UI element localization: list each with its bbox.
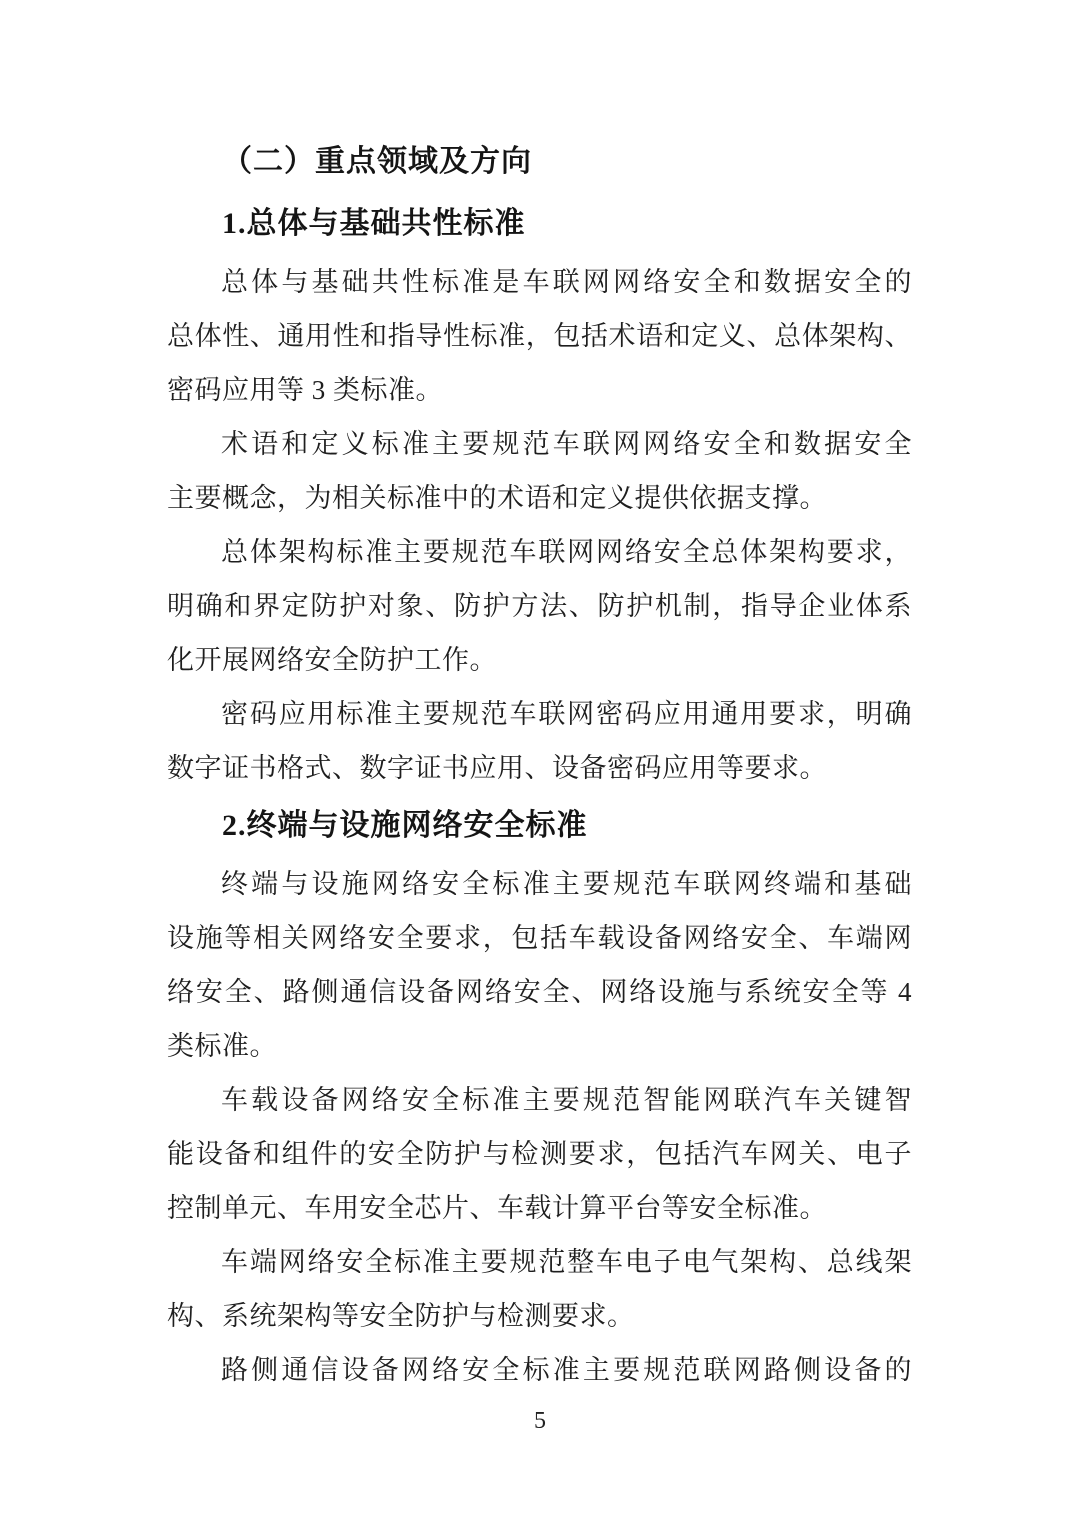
paragraph-line: 构、系统架构等安全防护与检测要求。 [167, 1301, 635, 1331]
subsection-1-heading: 1.总体与基础共性标准 [222, 207, 526, 240]
paragraph-line: 密码应用等 3 类标准。 [167, 375, 443, 405]
paragraph-line: 路侧通信设备网络安全标准主要规范联网路侧设备的 [221, 1355, 912, 1385]
paragraph-line: 数字证书格式、数字证书应用、设备密码应用等要求。 [167, 753, 827, 783]
page-number: 5 [534, 1408, 546, 1434]
paragraph-line: 络安全、路侧通信设备网络安全、网络设施与系统安全等 4 [167, 977, 912, 1007]
paragraph-line: 主要概念，为相关标准中的术语和定义提供依据支撑。 [167, 483, 827, 513]
paragraph-line: 车载设备网络安全标准主要规范智能网联汽车关键智 [221, 1085, 912, 1115]
paragraph-line: 化开展网络安全防护工作。 [167, 645, 497, 675]
paragraph-line: 类标准。 [167, 1031, 277, 1061]
section-heading: （二）重点领域及方向 [222, 145, 532, 178]
paragraph-line: 密码应用标准主要规范车联网密码应用通用要求，明确 [221, 699, 912, 729]
paragraph-line: 明确和界定防护对象、防护方法、防护机制，指导企业体系 [167, 591, 912, 621]
paragraph-line: 术语和定义标准主要规范车联网网络安全和数据安全 [221, 429, 912, 459]
paragraph-line: 总体架构标准主要规范车联网网络安全总体架构要求， [221, 537, 912, 567]
paragraph-line: 终端与设施网络安全标准主要规范车联网终端和基础 [221, 869, 912, 899]
paragraph-line: 控制单元、车用安全芯片、车载计算平台等安全标准。 [167, 1193, 827, 1223]
document-body [167, 131, 912, 1397]
paragraph-line: 设施等相关网络安全要求，包括车载设备网络安全、车端网 [167, 923, 912, 953]
paragraph-line: 能设备和组件的安全防护与检测要求，包括汽车网关、电子 [167, 1139, 912, 1169]
subsection-2-heading: 2.终端与设施网络安全标准 [222, 809, 588, 842]
paragraph-line: 总体性、通用性和指导性标准，包括术语和定义、总体架构、 [167, 321, 912, 351]
paragraph-line: 总体与基础共性标准是车联网网络安全和数据安全的 [221, 267, 912, 297]
paragraph-line: 车端网络安全标准主要规范整车电子电气架构、总线架 [221, 1247, 912, 1277]
